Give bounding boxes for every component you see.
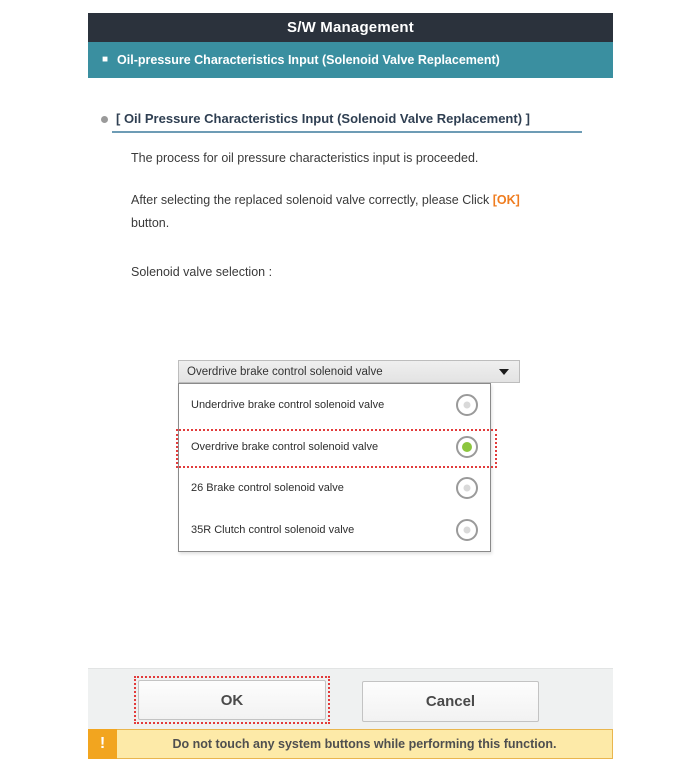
option-35r-clutch[interactable] xyxy=(179,509,490,551)
option-underdrive-brake[interactable] xyxy=(179,384,490,426)
cancel-button[interactable]: Cancel xyxy=(362,681,539,722)
section-title-row xyxy=(101,111,601,126)
radio-overdrive-brake-selected[interactable] xyxy=(456,436,478,458)
section-title-underline xyxy=(112,131,582,133)
exclamation-icon: ! xyxy=(88,729,117,759)
instruction-text-line2: button. xyxy=(131,216,170,230)
valve-dropdown-value: Overdrive brake control solenoid valve xyxy=(187,365,383,378)
valve-dropdown[interactable] xyxy=(178,360,520,383)
radio-underdrive-brake[interactable] xyxy=(456,394,478,416)
ok-button[interactable]: OK xyxy=(138,680,326,720)
selection-label: Solenoid valve selection : xyxy=(131,265,273,279)
instruction-text-before: After selecting the replaced solenoid valve correctly, please Click xyxy=(131,193,493,207)
section-title: [ Oil Pressure Characteristics Input (Solenoid Valve Replacement) ] xyxy=(116,111,530,126)
option-label: Overdrive brake control solenoid valve xyxy=(191,440,379,453)
square-bullet-icon: ■ xyxy=(102,53,109,65)
instruction-text xyxy=(131,189,616,235)
option-label: Underdrive brake control solenoid valve xyxy=(191,398,385,411)
function-title-bar xyxy=(88,42,613,78)
warning-bar xyxy=(88,729,613,759)
option-26-brake[interactable] xyxy=(179,468,490,510)
ok-button-highlight xyxy=(134,676,330,724)
app-header-title: S/W Management xyxy=(287,19,414,36)
process-description-text: The process for oil pressure characteristics input is proceeded. xyxy=(131,151,479,165)
function-title-label: Oil-pressure Characteristics Input (Solenoid Valve Replacement) xyxy=(117,53,500,67)
warning-text: Do not touch any system buttons while performing this function. xyxy=(117,729,613,759)
option-label: 35R Clutch control solenoid valve xyxy=(191,524,355,537)
dot-bullet-icon xyxy=(101,116,108,123)
radio-26-brake[interactable] xyxy=(456,477,478,499)
option-label: 26 Brake control solenoid valve xyxy=(191,482,344,495)
option-overdrive-brake[interactable] xyxy=(179,426,490,468)
instruction-ok-highlight: [OK] xyxy=(492,193,520,207)
chevron-down-icon xyxy=(499,369,509,375)
valve-option-list xyxy=(178,383,491,552)
radio-35r-clutch[interactable] xyxy=(456,519,478,541)
app-header xyxy=(88,13,613,42)
